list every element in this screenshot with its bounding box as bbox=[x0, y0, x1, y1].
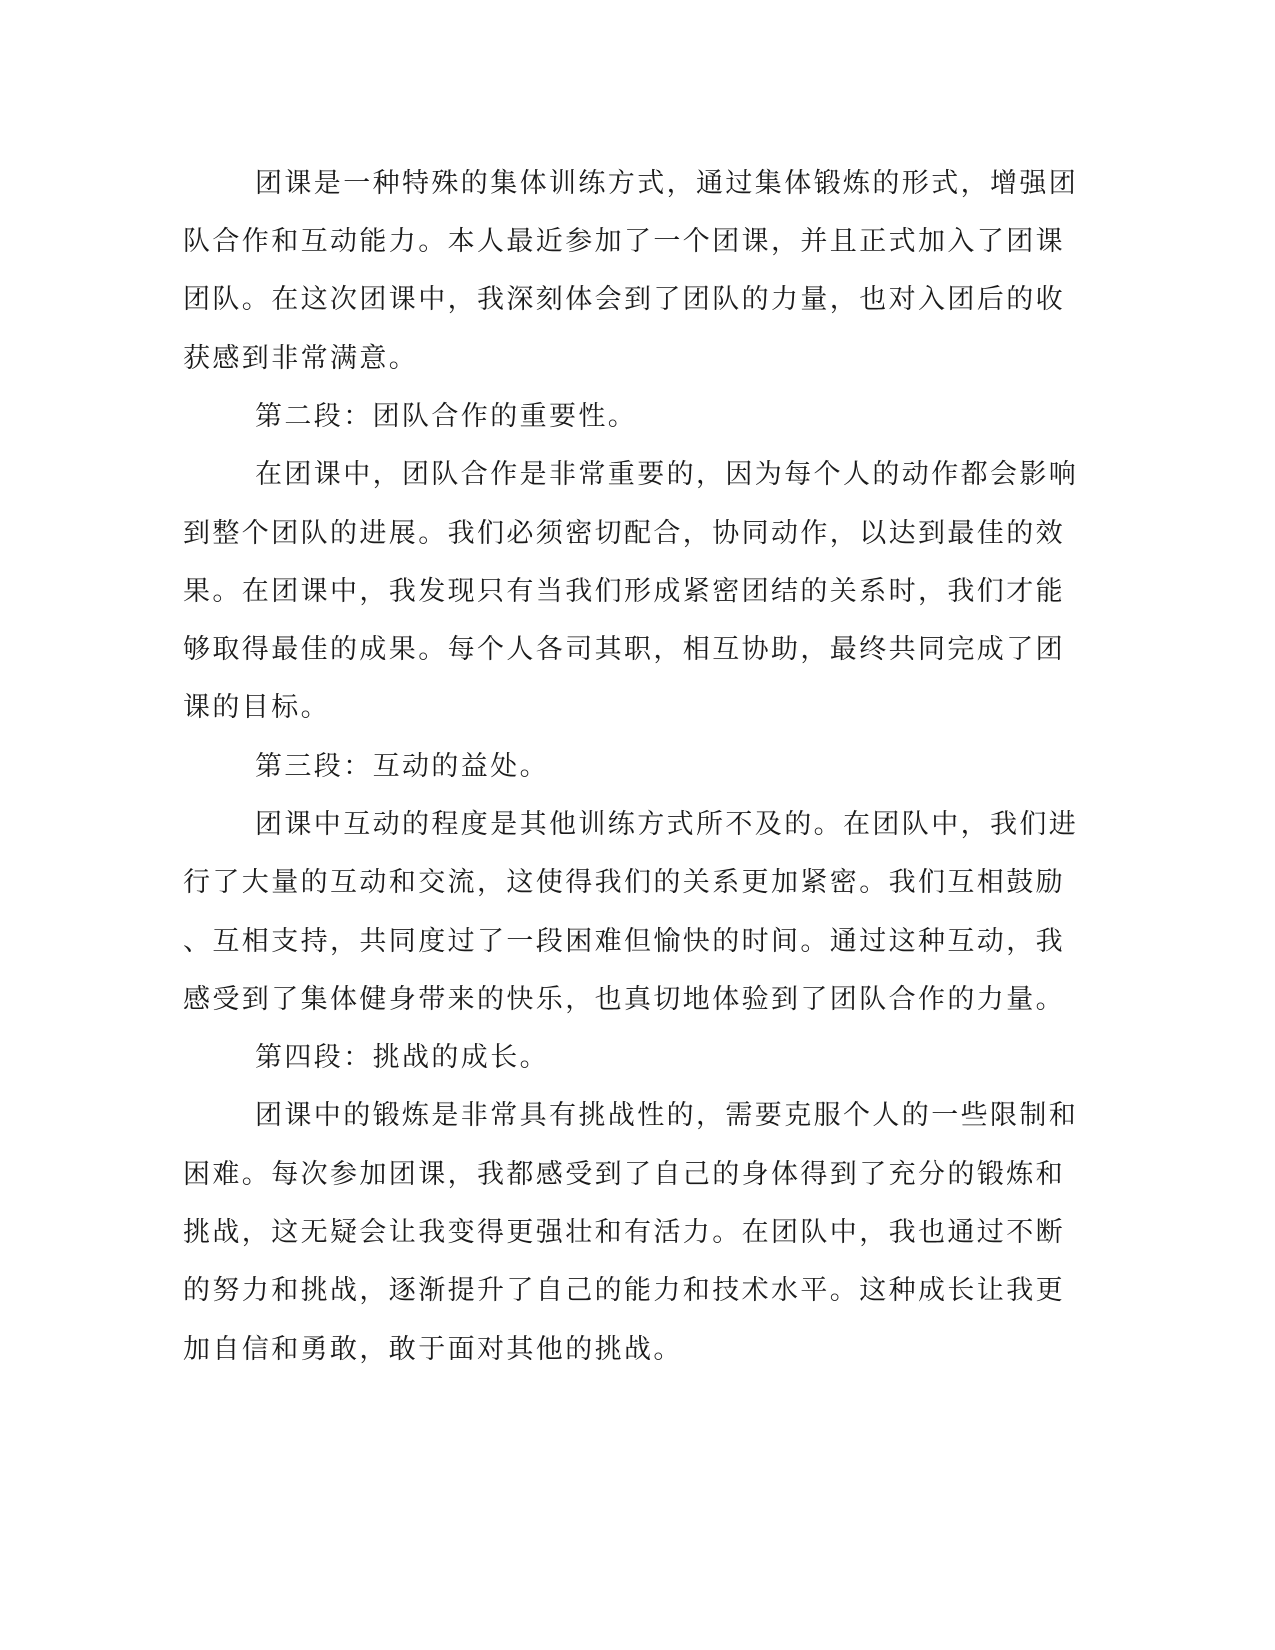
text-line-p4-2: 困难。每次参加团课，我都感受到了自己的身体得到了充分的锻炼和 bbox=[183, 1159, 1065, 1190]
text-line-p2-2: 到整个团队的进展。我们必须密切配合，协同动作，以达到最佳的效 bbox=[183, 518, 1065, 549]
text-line-p4-3: 挑战，这无疑会让我变得更强壮和有活力。在团队中，我也通过不断 bbox=[183, 1217, 1065, 1248]
text-line-p1-2: 队合作和互动能力。本人最近参加了一个团课，并且正式加入了团课 bbox=[183, 226, 1065, 257]
text-line-p3-2: 行了大量的互动和交流，这使得我们的关系更加紧密。我们互相鼓励 bbox=[183, 867, 1065, 898]
section-heading-2: 第二段：团队合作的重要性。 bbox=[255, 401, 638, 432]
text-line-p3-3: 、互相支持，共同度过了一段困难但愉快的时间。通过这种互动，我 bbox=[183, 926, 1065, 957]
section-heading-3: 第三段：互动的益处。 bbox=[255, 751, 549, 782]
text-line-p4-1: 团课中的锻炼是非常具有挑战性的，需要克服个人的一些限制和 bbox=[255, 1100, 1079, 1131]
text-line-p4-4: 的努力和挑战，逐渐提升了自己的能力和技术水平。这种成长让我更 bbox=[183, 1275, 1065, 1306]
text-line-p2-4: 够取得最佳的成果。每个人各司其职，相互协助，最终共同完成了团 bbox=[183, 634, 1065, 665]
section-heading-4: 第四段：挑战的成长。 bbox=[255, 1042, 549, 1073]
text-line-p1-4: 获感到非常满意。 bbox=[183, 343, 419, 374]
text-line-p4-5: 加自信和勇敢，敢于面对其他的挑战。 bbox=[183, 1334, 683, 1365]
text-line-p3-4: 感受到了集体健身带来的快乐，也真切地体验到了团队合作的力量。 bbox=[183, 984, 1065, 1015]
text-line-p1-1: 团课是一种特殊的集体训练方式，通过集体锻炼的形式，增强团 bbox=[255, 168, 1079, 199]
text-line-p1-3: 团队。在这次团课中，我深刻体会到了团队的力量，也对入团后的收 bbox=[183, 284, 1065, 315]
text-line-p2-1: 在团课中，团队合作是非常重要的，因为每个人的动作都会影响 bbox=[255, 459, 1079, 490]
text-line-p2-3: 果。在团课中，我发现只有当我们形成紧密团结的关系时，我们才能 bbox=[183, 576, 1065, 607]
text-line-p3-1: 团课中互动的程度是其他训练方式所不及的。在团队中，我们进 bbox=[255, 809, 1079, 840]
text-line-p2-5: 课的目标。 bbox=[183, 692, 330, 723]
